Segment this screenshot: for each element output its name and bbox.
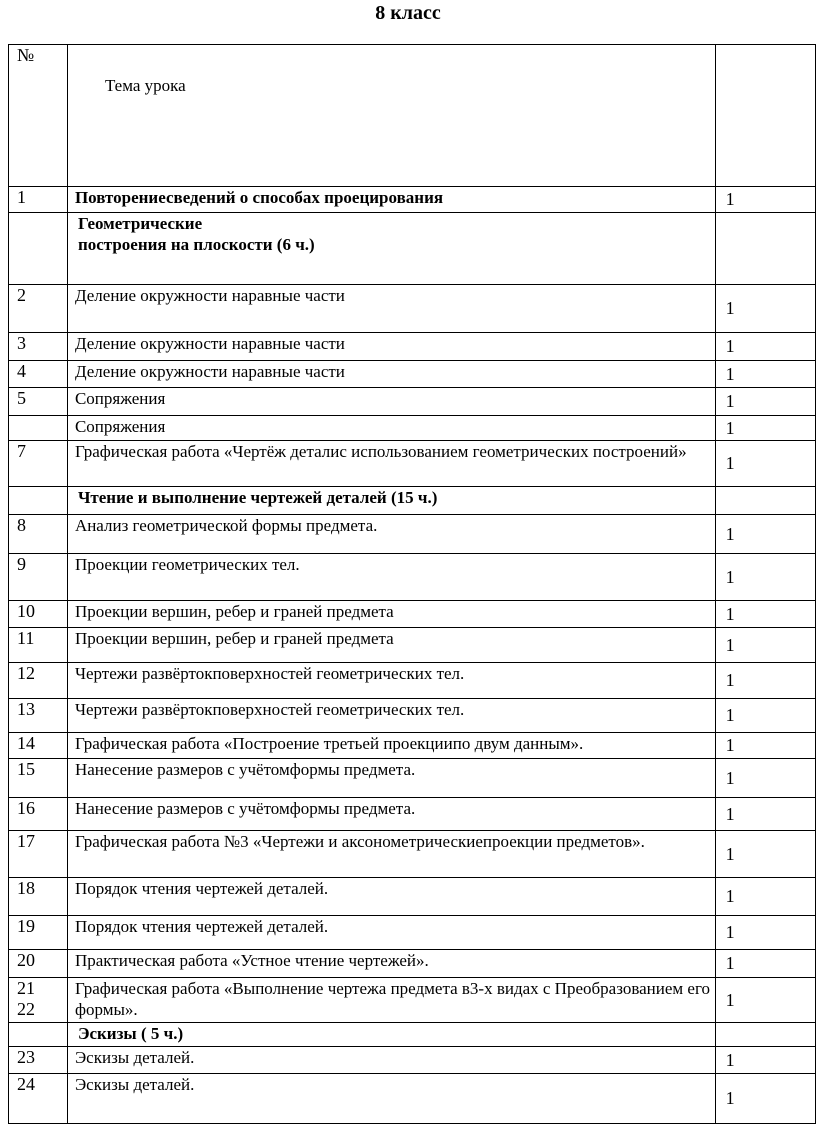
lesson-number [9, 213, 68, 285]
table-row [9, 978, 816, 1023]
lesson-number: 2 [9, 285, 68, 333]
table-row [9, 187, 816, 213]
lesson-hours: 1 [715, 798, 815, 831]
lesson-hours: 1 [715, 628, 815, 663]
header-hours [715, 45, 815, 187]
table-row [9, 285, 816, 333]
lesson-topic: Эскизы деталей. [67, 1047, 715, 1074]
header-num: № [9, 45, 68, 187]
lesson-topic: Анализ геометрической формы предмета. [67, 515, 715, 554]
lesson-number: 21 22 [9, 978, 68, 1023]
table-row [9, 554, 816, 601]
lesson-topic: Графическая работа «Чертёж деталис использованием геометрических построений» [67, 441, 715, 487]
lesson-topic: Нанесение размеров с учётомформы предмета. [67, 798, 715, 831]
header-topic-cell [67, 45, 715, 187]
lesson-topic: Проекции геометрических тел. [67, 554, 715, 601]
lesson-topic: Графическая работа «Построение третьей проекциипо двум данным». [67, 733, 715, 759]
lesson-number: 14 [9, 733, 68, 759]
lesson-number [9, 487, 68, 515]
lesson-topic: Порядок чтения чертежей деталей. [67, 878, 715, 916]
lesson-number: 3 [9, 333, 68, 361]
table-row [9, 916, 816, 950]
lesson-topic: Практическая работа «Устное чтение чертежей». [67, 950, 715, 978]
lesson-number: 18 [9, 878, 68, 916]
lesson-hours: 1 [715, 361, 815, 388]
lesson-number: 9 [9, 554, 68, 601]
lesson-hours: 1 [715, 878, 815, 916]
lesson-hours: 1 [715, 950, 815, 978]
lesson-hours: 1 [715, 333, 815, 361]
lesson-number: 20 [9, 950, 68, 978]
lesson-hours: 1 [715, 554, 815, 601]
header-topic: Тема урока [104, 76, 186, 95]
lesson-number: 1 [9, 187, 68, 213]
table-row [9, 1047, 816, 1074]
lesson-number: 15 [9, 759, 68, 798]
lesson-number: 23 [9, 1047, 68, 1074]
table-row [9, 361, 816, 388]
table-row [9, 699, 816, 733]
lesson-number [9, 416, 68, 441]
lesson-topic: Нанесение размеров с учётомформы предмета. [67, 759, 715, 798]
lesson-hours [715, 487, 815, 515]
table-row [9, 515, 816, 554]
table-row [9, 416, 816, 441]
lesson-hours: 1 [715, 1047, 815, 1074]
lesson-number: 11 [9, 628, 68, 663]
section-title: Чтение и выполнение чертежей деталей (15 ч.) [67, 487, 715, 515]
lessons-table-body [9, 45, 816, 1124]
section-title: Геометрические построения на плоскости (6 ч.) [67, 213, 715, 285]
lesson-hours: 1 [715, 441, 815, 487]
lesson-hours: 1 [715, 978, 815, 1023]
lesson-hours [715, 213, 815, 285]
table-row [9, 1074, 816, 1124]
lesson-topic: Проекции вершин, ребер и граней предмета [67, 628, 715, 663]
lesson-number: 13 [9, 699, 68, 733]
lesson-topic: Графическая работа «Выполнение чертежа предмета в3-х видах с Преобразованием его формы». [67, 978, 715, 1023]
lesson-topic: Порядок чтения чертежей деталей. [67, 916, 715, 950]
section-row [9, 213, 816, 285]
lesson-topic: Чертежи развёртокповерхностей геометрических тел. [67, 663, 715, 699]
table-row [9, 759, 816, 798]
lesson-number: 24 [9, 1074, 68, 1124]
table-row [9, 663, 816, 699]
lesson-hours [715, 1023, 815, 1047]
table-row [9, 333, 816, 361]
table-row [9, 733, 816, 759]
lesson-number: 16 [9, 798, 68, 831]
lesson-number: 5 [9, 388, 68, 416]
lesson-number: 4 [9, 361, 68, 388]
lesson-hours: 1 [715, 601, 815, 628]
lesson-hours: 1 [715, 831, 815, 878]
lesson-number [9, 1023, 68, 1047]
lesson-topic: Сопряжения [67, 416, 715, 441]
lesson-hours: 1 [715, 187, 815, 213]
lessons-table [8, 44, 816, 1124]
table-row [9, 441, 816, 487]
lesson-number: 8 [9, 515, 68, 554]
lesson-hours: 1 [715, 759, 815, 798]
lesson-topic: Повторениесведений о способах проецирования [67, 187, 715, 213]
lesson-number: 7 [9, 441, 68, 487]
lesson-number: 17 [9, 831, 68, 878]
lesson-hours: 1 [715, 1074, 815, 1124]
table-header-row [9, 45, 816, 187]
section-row [9, 487, 816, 515]
lesson-hours: 1 [715, 416, 815, 441]
lesson-topic: Деление окружности наравные части [67, 285, 715, 333]
table-row [9, 798, 816, 831]
lesson-topic: Проекции вершин, ребер и граней предмета [67, 601, 715, 628]
lesson-topic: Эскизы деталей. [67, 1074, 715, 1124]
table-row [9, 388, 816, 416]
lesson-topic: Чертежи развёртокповерхностей геометрических тел. [67, 699, 715, 733]
table-row [9, 878, 816, 916]
lesson-hours: 1 [715, 699, 815, 733]
table-row [9, 831, 816, 878]
lesson-hours: 1 [715, 515, 815, 554]
lesson-number: 10 [9, 601, 68, 628]
lesson-number: 19 [9, 916, 68, 950]
lesson-hours: 1 [715, 388, 815, 416]
lesson-hours: 1 [715, 285, 815, 333]
page-title: 8 класс [375, 2, 441, 24]
lesson-topic: Графическая работа №3 «Чертежи и аксонометрическиепроекции предметов». [67, 831, 715, 878]
table-row [9, 601, 816, 628]
lesson-hours: 1 [715, 733, 815, 759]
lesson-topic: Деление окружности наравные части [67, 333, 715, 361]
table-row [9, 628, 816, 663]
lesson-topic: Деление окружности наравные части [67, 361, 715, 388]
table-row [9, 950, 816, 978]
lesson-number: 12 [9, 663, 68, 699]
lesson-hours: 1 [715, 916, 815, 950]
section-title: Эскизы ( 5 ч.) [67, 1023, 715, 1047]
section-row [9, 1023, 816, 1047]
lesson-hours: 1 [715, 663, 815, 699]
lesson-topic: Сопряжения [67, 388, 715, 416]
